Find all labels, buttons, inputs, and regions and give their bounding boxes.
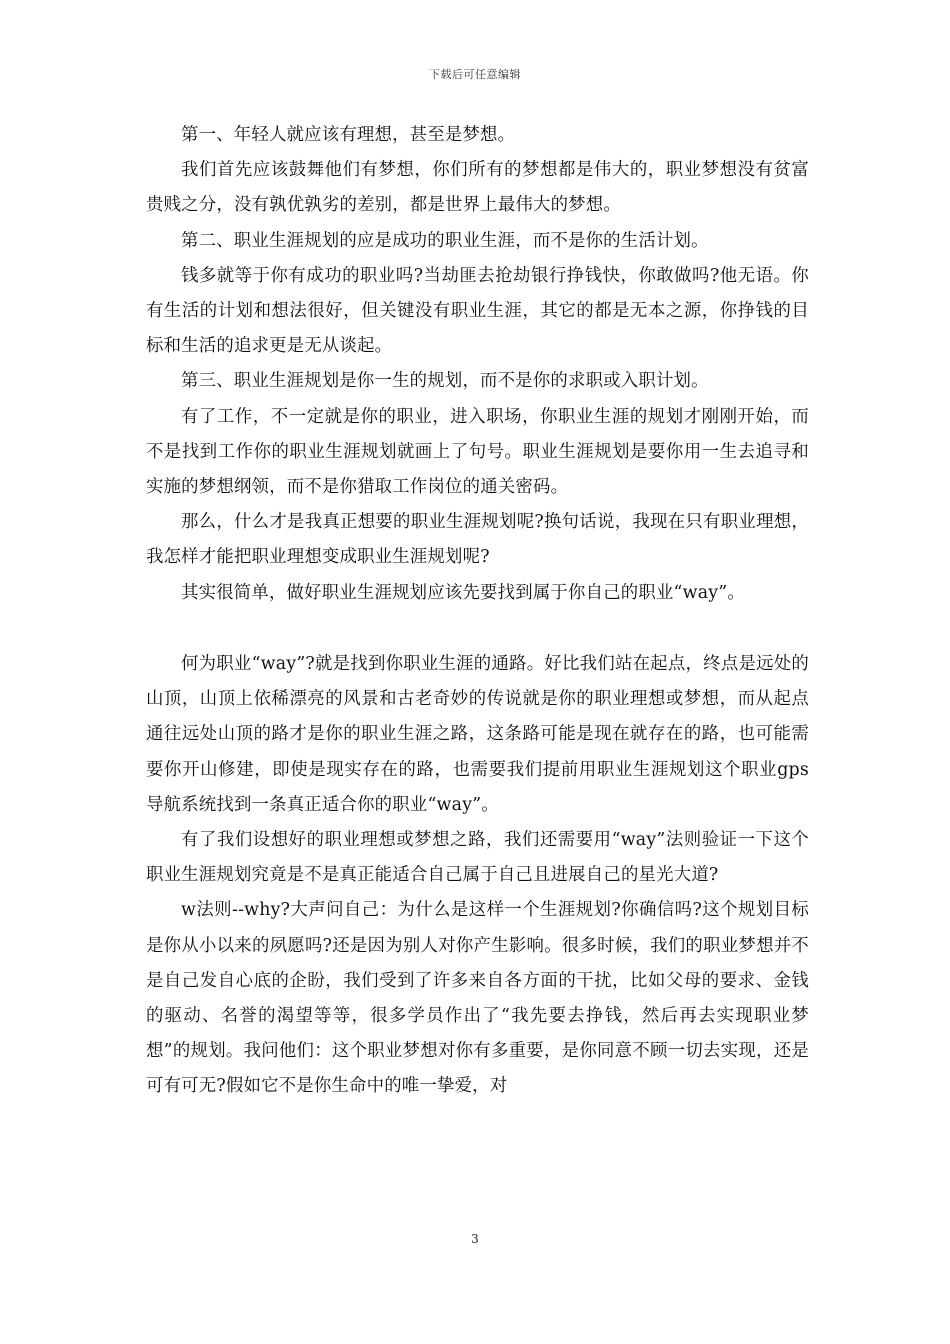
page-header: 下载后可任意编辑 [429,68,521,81]
paragraph: 我们首先应该鼓舞他们有梦想，你们所有的梦想都是伟大的，职业梦想没有贫富贵贱之分，没有孰优孰劣的差别，都是世界上最伟大的梦想。 [146,160,809,216]
paragraph: w法则--why?大声问自己：为什么是这样一个生涯规划?你确信吗?这个规划目标是你从小以来的夙愿吗?还是因为别人对你产生影响。很多时候，我们的职业梦想并不是自己发自心底的企盼，我们受到了许多来自各方面的干扰，比如父母的要求、金钱的驱动、名誉的渴望等等，很多学员作出了“我先要去挣钱，然后再去实现职业梦想”的规划。我问他们：这个职业梦想对你有多重要，是你同意不顾一切去实现，还是可有可无?假如它不是你生命中的唯一挚爱，对 [146,900,809,1097]
paragraph: 那么，什么才是我真正想要的职业生涯规划呢?换句话说，我现在只有职业理想，我怎样才能把职业理想变成职业生涯规划呢? [146,512,809,568]
paragraph: 何为职业“way”?就是找到你职业生涯的通路。好比我们站在起点，终点是远处的山顶，山顶上依稀漂亮的风景和古老奇妙的传说就是你的职业理想或梦想，而从起点通往远处山顶的路才是你的职业生涯之路，这条路可能是现在就存在的路，也可能需要你开山修建，即使是现实存在的路，也需要我们提前用职业生涯规划这个职业gps导航系统找到一条真正适合你的职业“way”。 [146,654,809,815]
body-text-bottom [146,647,809,1105]
paragraph: 第三、职业生涯规划是你一生的规划，而不是你的求职或入职计划。 [181,371,709,392]
paragraph: 有了我们设想好的职业理想或梦想之路，我们还需要用“way”法则验证一下这个职业生涯规划究竟是不是真正能适合自己属于自己且进展自己的星光大道? [146,830,809,886]
paragraph: 第二、职业生涯规划的应是成功的职业生涯，而不是你的生活计划。 [181,230,709,251]
paragraph: 第一、年轻人就应该有理想，甚至是梦想。 [181,125,516,145]
body-text-top [146,118,809,611]
page-number: 3 [471,1232,479,1246]
paragraph: 钱多就等于你有成功的职业吗?当劫匪去抢劫银行挣钱快，你敢做吗?他无语。你有生活的计划和想法很好，但关键没有职业生涯，其它的都是无本之源，你挣钱的目标和生活的追求更是无从谈起。 [146,265,809,357]
paragraph: 其实很简单，做好职业生涯规划应该先要找到属于你自己的职业“way”。 [181,582,745,603]
paragraph: 有了工作，不一定就是你的职业，进入职场，你职业生涯的规划才刚刚开始，而不是找到工作你的职业生涯规划就画上了句号。职业生涯规划是要你用一生去追寻和实施的梦想纲领，而不是你猎取工作岗位的通关密码。 [146,406,809,498]
